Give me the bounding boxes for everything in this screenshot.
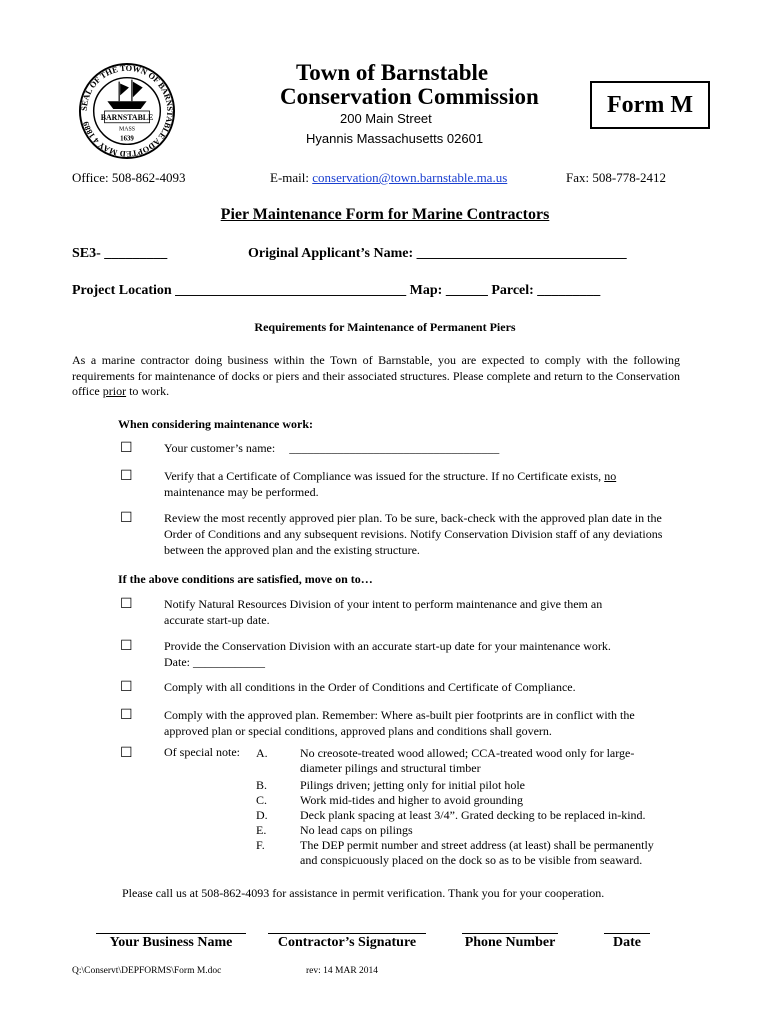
checkbox-customer-name[interactable]: ☐ xyxy=(120,440,133,456)
footer-file-path: Q:\Conservt\DEPFORMS\Form M.doc xyxy=(72,966,222,976)
note-letter-d: D. xyxy=(256,808,268,822)
customer-name-blank[interactable]: ___________________________________ xyxy=(289,441,500,455)
item-customer-name: Your customer’s name: ___________________________________ xyxy=(164,441,500,455)
item-certificate-compliance: Verify that a Certificate of Compliance was issued for the structure. If no Certificate exists, no maintenance may be performed. xyxy=(164,469,617,499)
note-letter-e: E. xyxy=(256,823,267,837)
note-letter-f: F. xyxy=(256,838,265,852)
email-line xyxy=(270,170,507,186)
checkbox-start-up-date[interactable]: ☐ xyxy=(120,638,133,654)
intro-paragraph: As a marine contractor doing business within the Town of Barnstable, you are expected to comply with the following requirements for maintenance of docks or piers and their associated structures. Please complete and return to the Conservation office prior to work. xyxy=(72,353,680,398)
start-up-date-field[interactable]: Date: ____________ xyxy=(164,655,265,669)
label-contractor-signature: Contractor’s Signature xyxy=(277,935,417,950)
note-letter-a: A. xyxy=(256,746,268,760)
project-location-field[interactable]: Project Location _________________________________ Map: ______ Parcel: _________ xyxy=(72,283,601,298)
closing-text: Please call us at 508-862-4093 for assistance in permit verification. Thank you for your cooperation. xyxy=(122,886,605,900)
note-text-b: Pilings driven; jetting only for initial pilot hole xyxy=(300,778,525,792)
label-business-name: Your Business Name xyxy=(109,935,233,950)
checkbox-special-note[interactable]: ☐ xyxy=(120,745,133,761)
requirements-heading: Requirements for Maintenance of Permanent Piers xyxy=(254,320,516,334)
checkbox-notify-natural-resources[interactable]: ☐ xyxy=(120,596,133,612)
note-text-c: Work mid-tides and higher to avoid grounding xyxy=(300,793,523,807)
note-letter-b: B. xyxy=(256,778,268,792)
checkbox-review-plan[interactable]: ☐ xyxy=(120,510,133,526)
address-city: Hyannis Massachusetts 02601 xyxy=(306,131,484,146)
header-title-line1: Town of Barnstable xyxy=(296,60,489,85)
note-text-f: The DEP permit number and street address (at least) shall be permanently and conspicuously placed on the dock so as to be visible from seaward. xyxy=(300,838,654,867)
seal-year-text: 1639 xyxy=(120,135,134,143)
town-seal-logo xyxy=(78,62,176,160)
se3-field[interactable]: SE3- _________ xyxy=(72,246,168,261)
note-text-e: No lead caps on pilings xyxy=(300,823,413,837)
intro-prior-underline: prior xyxy=(102,384,127,398)
email-label: E-mail: xyxy=(270,170,313,185)
item-start-up-date: Provide the Conservation Division with an accurate start-up date for your maintenance work. Date: ____________ xyxy=(164,638,684,670)
section1-heading: When considering maintenance work: xyxy=(118,417,313,431)
fax-number: Fax: 508-778-2412 xyxy=(566,170,667,185)
item-notify-natural-resources: Notify Natural Resources Division of your intent to perform maintenance and give them an accurate start-up date. xyxy=(164,597,603,627)
item-comply-conditions: Comply with all conditions in the Order of Conditions and Certificate of Compliance. xyxy=(164,680,576,694)
note-text-d: Deck plank spacing at least 3/4”. Grated decking to be replaced in-kind. xyxy=(300,808,646,822)
seal-state-text: MASS xyxy=(118,126,136,133)
signature-line-date[interactable] xyxy=(604,933,650,934)
checkbox-comply-conditions[interactable]: ☐ xyxy=(120,679,133,695)
form-title: Pier Maintenance Form for Marine Contractors xyxy=(220,206,550,223)
address-street: 200 Main Street xyxy=(340,111,432,126)
office-phone: Office: 508-862-4093 xyxy=(72,170,186,185)
checkbox-certificate-compliance[interactable]: ☐ xyxy=(120,468,133,484)
seal-center-text: BARNSTABLE xyxy=(100,112,154,122)
note-text-a: No creosote-treated wood allowed; CCA-treated wood only for large-diameter pilings and structural timber xyxy=(300,746,635,775)
header-title-line2: Conservation Commission xyxy=(280,84,539,109)
seal-ring-text: SEAL OF THE TOWN OF BARNSTABLE ADOPTED MAY 4 1889 xyxy=(79,63,175,159)
special-note-label: Of special note: xyxy=(164,745,240,759)
signature-line-contractor[interactable] xyxy=(268,933,426,934)
signature-line-business[interactable] xyxy=(96,933,246,934)
footer-revision: rev: 14 MAR 2014 xyxy=(306,966,379,976)
label-date: Date xyxy=(613,935,641,950)
checkbox-comply-approved-plan[interactable]: ☐ xyxy=(120,707,133,723)
item-review-plan: Review the most recently approved pier plan. To be sure, back-check with the approved plan date in the Order of Conditions and any subsequent revisions. Notify Conservation Division staff of any deviations between the approved plan and the existing structure. xyxy=(164,511,663,557)
section2-heading: If the above conditions are satisfied, move on to… xyxy=(118,572,373,586)
applicant-name-field[interactable]: Original Applicant’s Name: ______________________________ xyxy=(248,246,627,261)
form-label-box: Form M xyxy=(590,81,710,129)
label-phone-number: Phone Number xyxy=(464,935,556,950)
email-link[interactable]: conservation@town.barnstable.ma.us xyxy=(312,170,508,185)
item-comply-approved-plan: Comply with the approved plan. Remember: Where as-built pier footprints are in conflict with the approved plan or special conditions, approved plans and conditions shall govern. xyxy=(164,708,635,738)
note-letter-c: C. xyxy=(256,793,268,807)
signature-line-phone[interactable] xyxy=(462,933,558,934)
